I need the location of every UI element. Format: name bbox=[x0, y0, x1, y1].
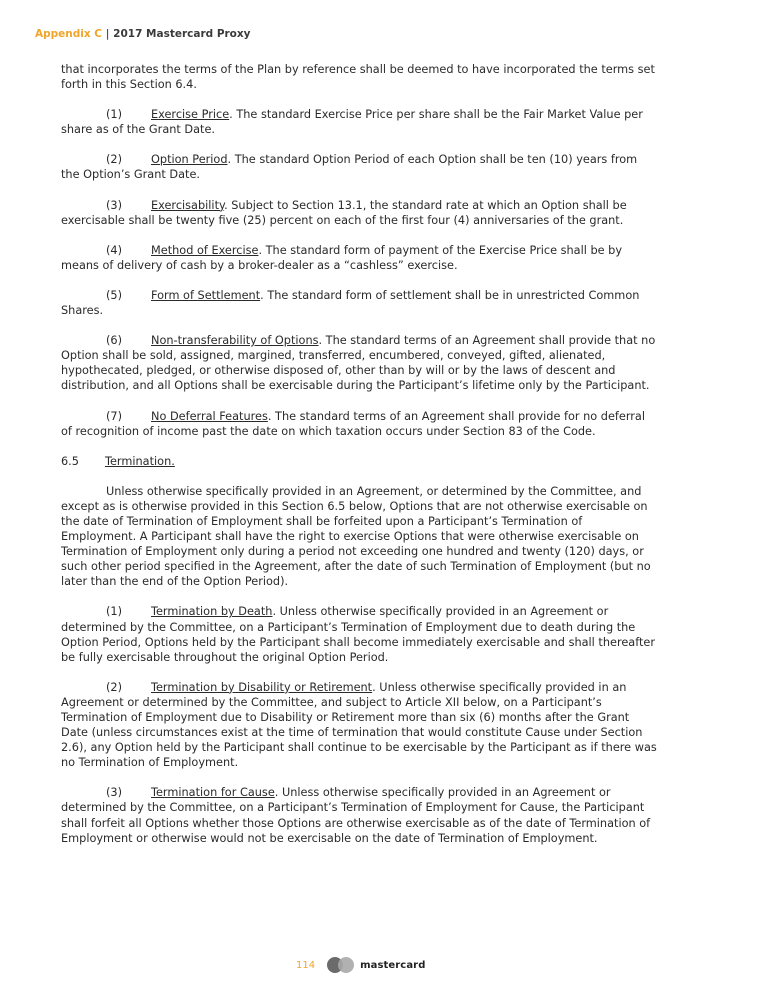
item-title: Method of Exercise bbox=[151, 243, 259, 257]
item-number: (3) bbox=[106, 786, 123, 800]
list-item bbox=[61, 785, 659, 845]
page-footer bbox=[296, 957, 425, 973]
list-item bbox=[61, 333, 659, 393]
item-number: (1) bbox=[106, 605, 123, 619]
item-number: (2) bbox=[106, 680, 123, 694]
document-body bbox=[61, 62, 659, 861]
list-item bbox=[61, 152, 659, 182]
item-number: (5) bbox=[106, 288, 123, 302]
item-text: . The standard form of settlement shall be in unrestricted Common Shares. bbox=[61, 288, 640, 318]
section-heading bbox=[61, 454, 659, 469]
header-title: 2017 Mastercard Proxy bbox=[113, 28, 251, 40]
item-title: Termination by Disability or Retirement bbox=[151, 680, 373, 694]
page-number: 114 bbox=[296, 959, 316, 971]
item-title: Termination by Death bbox=[151, 605, 273, 619]
item-text: . Unless otherwise specifically provided in an Agreement or determined by the Committee, on a Participant’s Termination of Employment due to death during the Option Period, Options held by the Participant shall become immediately exercisable and shall thereafter be fully exercisable throughout the original Option Period. bbox=[61, 605, 656, 664]
item-text: . The standard Exercise Price per share shall be the Fair Market Value per share as of the Grant Date. bbox=[61, 108, 643, 137]
item-title: Exercisability bbox=[151, 198, 225, 212]
item-title: Form of Settlement bbox=[151, 288, 261, 302]
intro-paragraph: that incorporates the terms of the Plan by reference shall be deemed to have incorporated the terms set forth in this Section 6.4. bbox=[61, 63, 655, 92]
item-text: . Subject to Section 13.1, the standard rate at which an Option shall be exercisable shall be twenty five (25) percent on each of the first four (4) anniversaries of the grant. bbox=[61, 198, 627, 227]
item-text: . The standard Option Period of each Option shall be ten (10) years from the Option’s Grant Date. bbox=[61, 153, 638, 182]
item-number: (6) bbox=[106, 334, 123, 348]
header-appendix: Appendix C bbox=[35, 28, 103, 40]
item-title: Exercise Price bbox=[151, 108, 230, 122]
section-body-text: Unless otherwise specifically provided in an Agreement, or determined by the Committee, and except as is otherwise provided in this Section 6.5 below, Options that are not otherwise exercisable on the date of Termination of Employment shall be forfeited upon a Participant’s Termination of Employment. A Participant shall have the right to exercise Options that were otherwise exercisable on Termination of Employment only during a period not exceeding one hundred and twenty (120) days, or such other period specified in the Agreement, after the date of such Termination of Employment (but no later than the end of the Option Period). bbox=[61, 484, 651, 589]
item-text: . The standard terms of an Agreement shall provide for no deferral of recognition of income past the date on which taxation occurs under Section 83 of the Code. bbox=[61, 409, 645, 438]
item-text: . The standard form of payment of the Exercise Price shall be by means of delivery of cash by a broker-dealer as a “cashless” exercise. bbox=[61, 243, 623, 272]
item-number: (1) bbox=[106, 108, 123, 122]
item-text: . Unless otherwise specifically provided in an Agreement or determined by the Committee, and subject to Article XII below, on a Participant’s Termination of Employment due to Disability or Retirement more than six (6) months after the Grant Date (unless circumstances exist at the time of termination that would constitute Cause under Section 2.6), any Option held by the Participant shall continue to be exercisable by the Participant as if there was no Termination of Employment. bbox=[61, 680, 657, 770]
mastercard-logo-icon bbox=[327, 957, 355, 973]
section-paragraph bbox=[61, 484, 659, 590]
list-item bbox=[61, 680, 659, 771]
item-number: (2) bbox=[106, 153, 123, 167]
item-title: No Deferral Features bbox=[151, 409, 268, 423]
item-title: Non-transferability of Options bbox=[151, 334, 319, 348]
item-number: (4) bbox=[106, 243, 123, 257]
list-item bbox=[61, 107, 659, 137]
list-item bbox=[61, 409, 659, 439]
page-header bbox=[35, 28, 251, 40]
section-title: Termination. bbox=[105, 454, 175, 468]
header-separator: | bbox=[105, 28, 110, 40]
list-item bbox=[61, 288, 659, 318]
list-item bbox=[61, 604, 659, 664]
list-item bbox=[61, 243, 659, 273]
brand-wordmark: mastercard bbox=[360, 959, 426, 971]
item-number: (3) bbox=[106, 198, 123, 212]
item-title: Option Period bbox=[151, 153, 228, 167]
item-title: Termination for Cause bbox=[151, 786, 275, 800]
section-number: 6.5 bbox=[61, 454, 79, 468]
item-text: . Unless otherwise specifically provided in an Agreement or determined by the Committee, on a Participant’s Termination of Employment for Cause, the Participant shall forfeit all Options whether those Options are otherwise exercisable as of the date of Termination of Employment or otherwise would not be exercisable on the date of Termination of Employment. bbox=[61, 786, 651, 845]
item-text: . The standard terms of an Agreement shall provide that no Option shall be sold, assigned, margined, transferred, encumbered, conveyed, gifted, alienated, hypothecated, pledged, or otherwise disposed of, other than by will or by the laws of descent and distribution, and all Options shall be exercisable during the Participant’s lifetime only by the Participant. bbox=[61, 334, 656, 393]
item-number: (7) bbox=[106, 409, 123, 423]
list-item bbox=[61, 198, 659, 228]
